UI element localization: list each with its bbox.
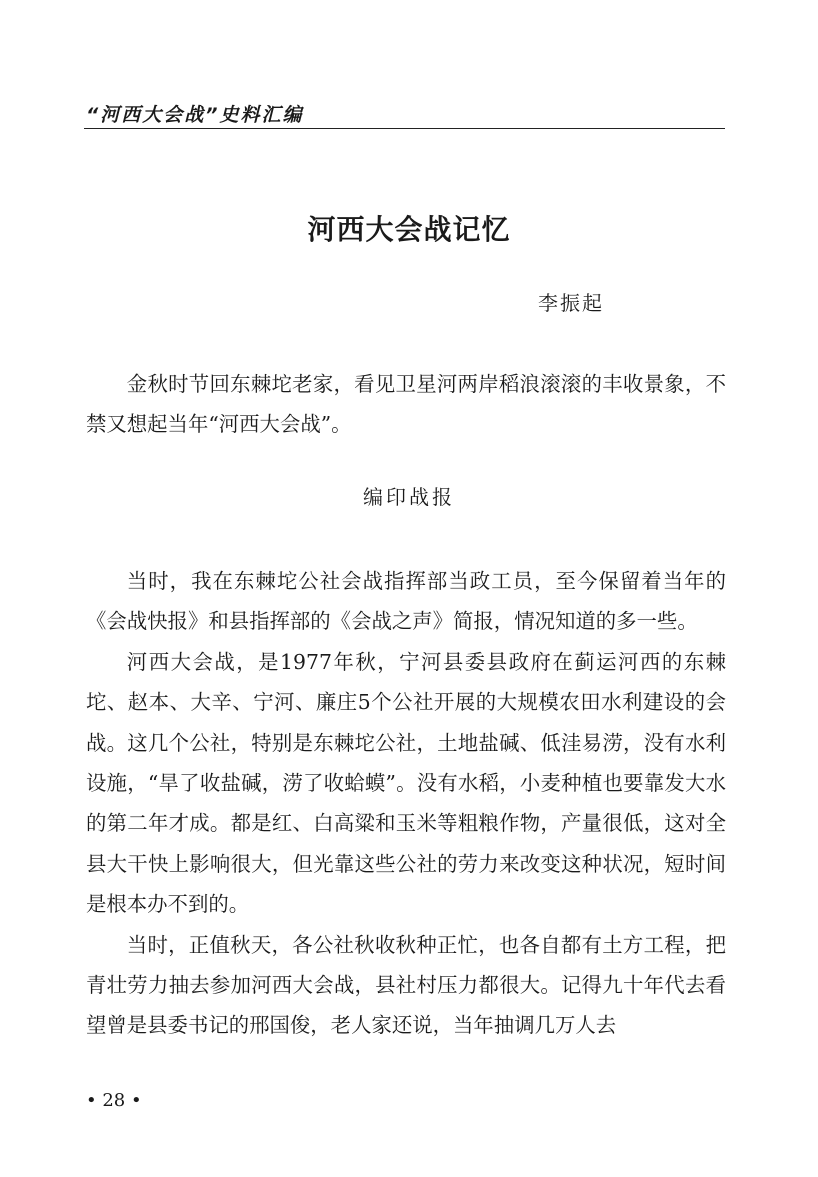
running-header: “河西大会战”史料汇编	[86, 104, 304, 126]
body-paragraph-3: 当时，正值秋天，各公社秋收秋种正忙，也各自都有土方工程，把青壮劳力抽去参加河西大会战，县社村压力都很大。记得九十年代去看望曾是县委书记的邢国俊，老人家还说，当年抽调几万人去	[86, 932, 726, 1038]
article-title: 河西大会战记忆	[307, 213, 511, 246]
header-rule	[84, 128, 725, 129]
body-paragraph-2: 河西大会战，是1977年秋，宁河县委县政府在蓟运河西的东棘坨、赵本、大辛、宁河、廉庄5个公社开展的大规模农田水利建设的会战。这几个公社，特别是东棘坨公社，土地盐碱、低洼易涝，没有水利设施，“旱了收盐碱，涝了收蛤蟆”。没有水稻，小麦种植也要靠发大水的第二年才成。都是红、白高粱和玉米等粗粮作物，产量很低，这对全县大干快上影响很大，但光靠这些公社的劳力来改变这种状况，短时间是根本办不到的。	[86, 649, 726, 917]
intro-section	[86, 364, 726, 445]
page-number: • 28 •	[86, 1090, 142, 1111]
body-section	[86, 561, 726, 1046]
body-paragraph-1: 当时，我在东棘坨公社会战指挥部当政工员，至今保留着当年的《会战快报》和县指挥部的《会战之声》简报，情况知道的多一些。	[86, 569, 726, 634]
section-heading: 编印战报	[363, 485, 455, 509]
author-name: 李振起	[538, 291, 604, 315]
intro-paragraph: 金秋时节回东棘坨老家，看见卫星河两岸稻浪滚滚的丰收景象，不禁又想起当年“河西大会战”。	[86, 372, 726, 437]
